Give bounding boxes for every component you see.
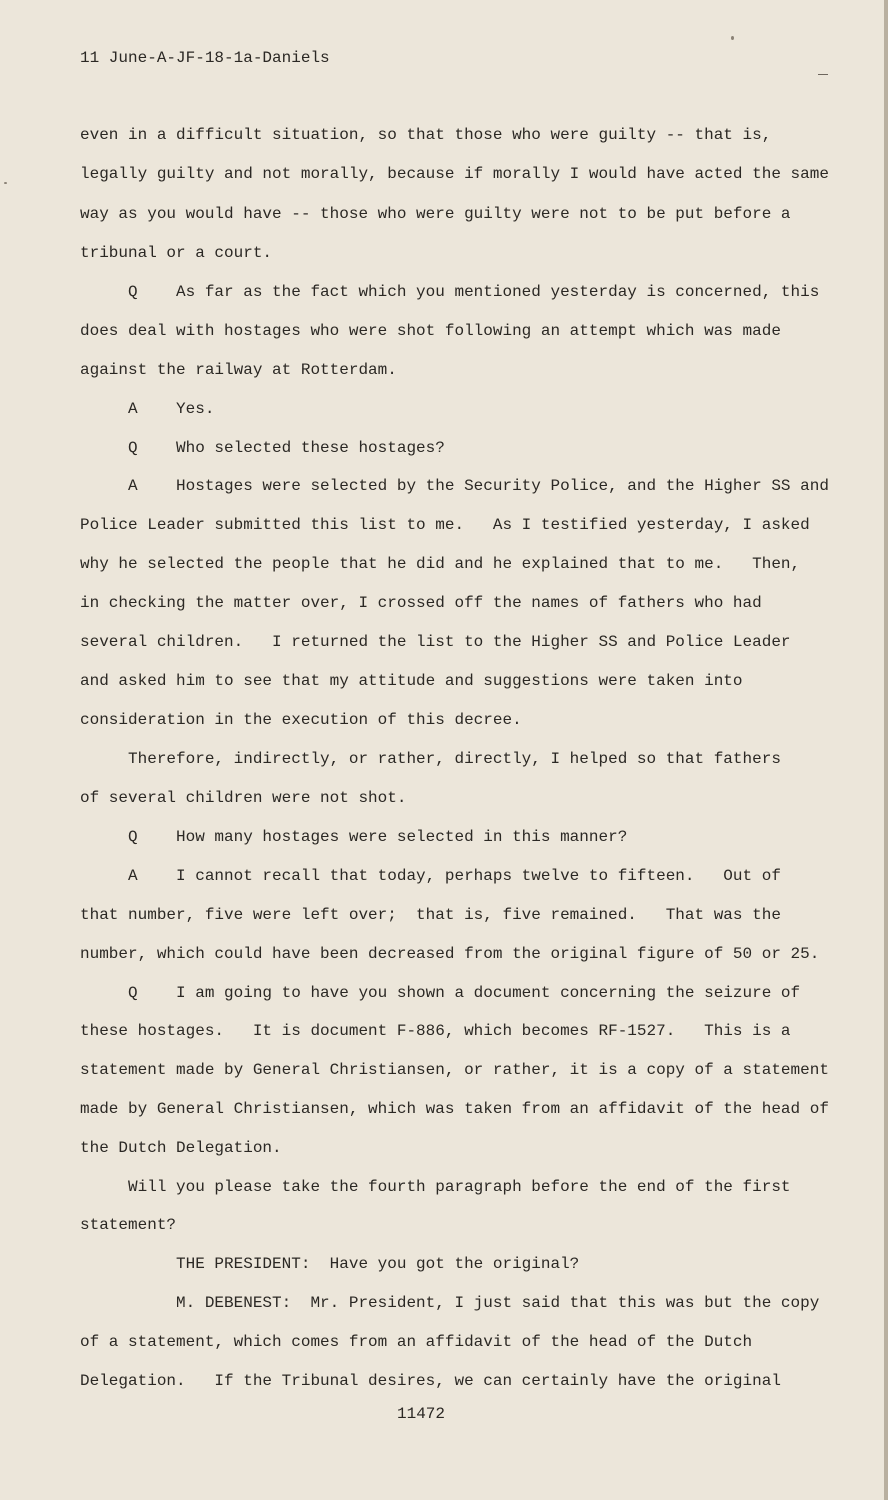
body-line: legally guilty and not morally, because if morally I would have acted the same xyxy=(80,165,829,183)
body-line: A I cannot recall that today, perhaps twelve to fifteen. Out of xyxy=(80,867,781,885)
body-line: A Hostages were selected by the Security Police, and the Higher SS and xyxy=(80,477,829,495)
body-line: Q Who selected these hostages? xyxy=(80,439,445,457)
body-line: that number, five were left over; that is, five remained. That was the xyxy=(80,906,781,924)
body-line: of a statement, which comes from an affidavit of the head of the Dutch xyxy=(80,1333,753,1351)
body-line: why he selected the people that he did and he explained that to me. Then, xyxy=(80,555,801,573)
body-line: consideration in the execution of this decree. xyxy=(80,711,522,729)
body-line: Q As far as the fact which you mentioned yesterday is concerned, this xyxy=(80,283,820,301)
body-line: the Dutch Delegation. xyxy=(80,1139,282,1157)
body-line: THE PRESIDENT: Have you got the original? xyxy=(80,1255,580,1273)
body-line: and asked him to see that my attitude and suggestions were taken into xyxy=(80,672,743,690)
body-line: M. DEBENEST: Mr. President, I just said that this was but the copy xyxy=(80,1294,820,1312)
body-line: Q How many hostages were selected in this manner? xyxy=(80,828,628,846)
header-reference: 11 June-A-JF-18-1a-Daniels xyxy=(80,49,330,67)
body-line: against the railway at Rotterdam. xyxy=(80,361,397,379)
body-line: of several children were not shot. xyxy=(80,789,407,807)
body-line: these hostages. It is document F-886, which becomes RF-1527. This is a xyxy=(80,1022,791,1040)
body-line: Will you please take the fourth paragraph before the end of the first xyxy=(80,1178,791,1196)
body-line: made by General Christiansen, which was taken from an affidavit of the head of xyxy=(80,1100,829,1118)
body-line: statement? xyxy=(80,1216,177,1234)
body-line: Therefore, indirectly, or rather, directly, I helped so that fathers xyxy=(80,750,781,768)
body-line: statement made by General Christiansen, or rather, it is a copy of a statement xyxy=(80,1061,829,1079)
paper-speck xyxy=(731,36,734,40)
margin-dash xyxy=(818,74,828,75)
body-line: A Yes. xyxy=(80,400,215,418)
body-line: number, which could have been decreased from the original figure of 50 or 25. xyxy=(80,945,820,963)
body-line: way as you would have -- those who were guilty were not to be put before a xyxy=(80,205,791,223)
body-line: Police Leader submitted this list to me. As I testified yesterday, I asked xyxy=(80,516,810,534)
body-line: in checking the matter over, I crossed off the names of fathers who had xyxy=(80,594,762,612)
body-line: does deal with hostages who were shot following an attempt which was made xyxy=(80,322,781,340)
page-number: 11472 xyxy=(397,1405,446,1423)
body-line: Q I am going to have you shown a document concerning the seizure of xyxy=(80,984,801,1002)
body-line: tribunal or a court. xyxy=(80,244,273,262)
body-line: even in a difficult situation, so that those who were guilty -- that is, xyxy=(80,126,772,144)
paper-speck xyxy=(4,182,7,184)
body-line: Delegation. If the Tribunal desires, we can certainly have the original xyxy=(80,1372,781,1390)
body-line: several children. I returned the list to the Higher SS and Police Leader xyxy=(80,633,791,651)
